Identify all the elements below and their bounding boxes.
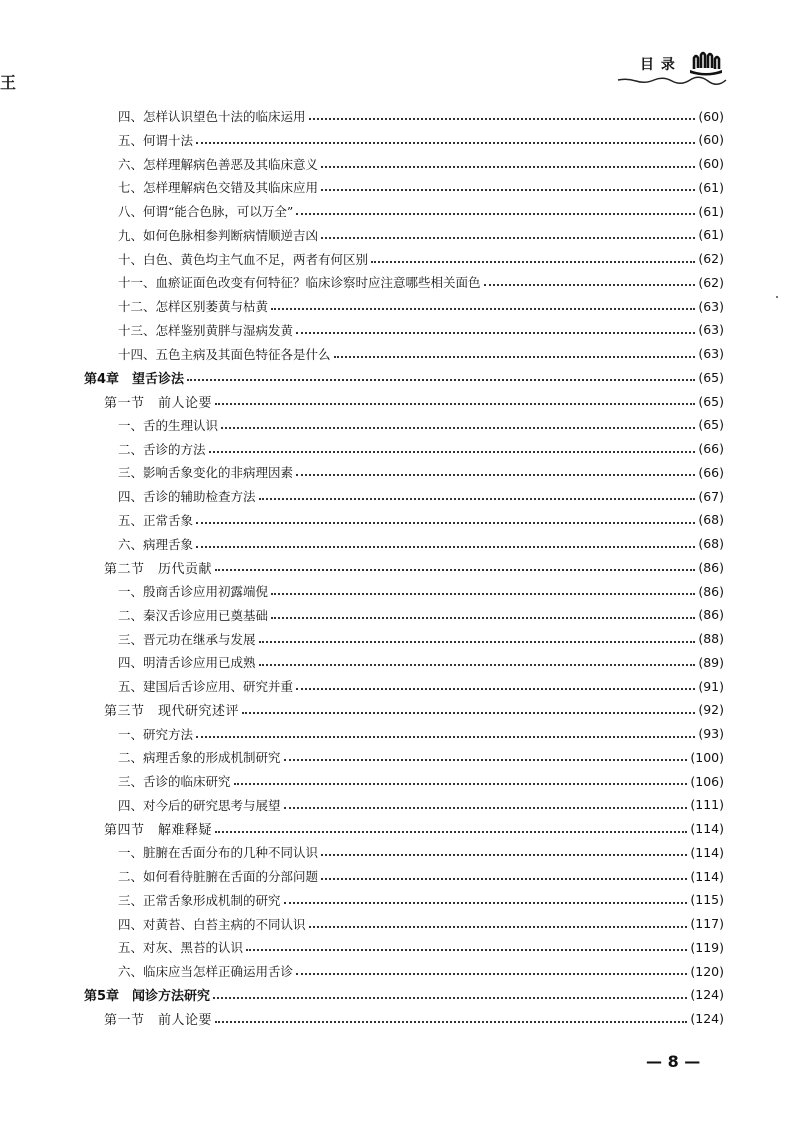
toc-entry-section[interactable]: [84, 389, 724, 413]
toc-entry-item[interactable]: [84, 223, 724, 247]
toc-entry-item[interactable]: [84, 579, 724, 603]
toc-entry-page: (60): [698, 108, 724, 124]
toc-entry-page: (114): [690, 868, 724, 884]
toc-entry-page: (63): [698, 322, 724, 338]
toc-entry-section[interactable]: [84, 1007, 724, 1031]
toc-entry-item[interactable]: [84, 532, 724, 556]
toc-entry-item[interactable]: [84, 793, 724, 817]
toc-entry-page: (100): [690, 749, 724, 765]
toc-entry-label: 二、秦汉舌诊应用已奠基础: [118, 607, 269, 623]
toc-entry-label: 第二节 历代贡献: [104, 561, 213, 577]
toc-entry-item[interactable]: [84, 650, 724, 674]
dot-leader: [271, 617, 695, 619]
toc-entry-section[interactable]: [84, 817, 724, 841]
toc-entry-page: (124): [690, 987, 724, 1003]
toc-entry-page: (61): [698, 227, 724, 243]
toc-entry-label: 四、对今后的研究思考与展望: [118, 797, 281, 813]
toc-entry-label: 三、影响舌象变化的非病理因素: [118, 465, 294, 481]
dot-leader: [321, 166, 695, 168]
toc-entry-item[interactable]: [84, 627, 724, 651]
dot-leader: [259, 498, 696, 500]
dot-leader: [296, 332, 695, 334]
toc-entry-item[interactable]: [84, 318, 724, 342]
toc-entry-item[interactable]: [84, 840, 724, 864]
dot-leader: [296, 973, 687, 975]
toc-entry-label: 六、病理舌象: [118, 536, 194, 552]
toc-entry-label: 八、何谓“能合色脉，可以万全”: [118, 204, 294, 219]
scan-speck: [776, 296, 778, 298]
toc-entry-page: (89): [698, 654, 724, 670]
dot-leader: [234, 783, 688, 785]
toc-entry-label: 二、病理舌象的形成机制研究: [118, 750, 281, 766]
page-header-title: 目 录: [640, 57, 676, 73]
toc-entry-item[interactable]: [84, 247, 724, 271]
toc-entry-label: 一、研究方法: [118, 726, 194, 742]
toc-entry-item[interactable]: [84, 603, 724, 627]
header-rule: [618, 78, 726, 83]
toc-entry-item[interactable]: [84, 152, 724, 176]
toc-entry-page: (65): [698, 393, 724, 409]
toc-entry-label: 三、正常舌象形成机制的研究: [118, 892, 281, 908]
toc-entry-item[interactable]: [84, 270, 724, 294]
dot-leader: [371, 261, 695, 263]
toc-entry-label: 九、如何色脉相参判断病情顺逆吉凶: [118, 227, 319, 243]
toc-entry-item[interactable]: [84, 342, 724, 366]
toc-entry-label: 四、对黄苔、白苔主病的不同认识: [118, 916, 306, 932]
toc-entry-page: (111): [690, 797, 724, 813]
toc-entry-label: 五、对灰、黑苔的认识: [118, 940, 244, 956]
dot-leader: [321, 878, 687, 880]
dot-leader: [296, 688, 695, 690]
toc-entry-page: (63): [698, 346, 724, 361]
toc-entry-page: (93): [698, 726, 724, 741]
toc-entry-item[interactable]: [84, 128, 724, 152]
toc-entry-label: 十一、血瘀证面色改变有何特征？临床诊察时应注意哪些相关面色: [118, 275, 481, 291]
dot-leader: [215, 403, 695, 405]
toc-entry-label: 第一节 前人论要: [104, 395, 213, 411]
toc-entry-page: (61): [698, 179, 724, 195]
toc-entry-page: (60): [698, 156, 724, 171]
toc-entry-page: (86): [698, 607, 724, 623]
toc-entry-item[interactable]: [84, 460, 724, 484]
toc-entry-page: (120): [690, 963, 724, 979]
toc-entry-page: (106): [690, 773, 724, 789]
toc-entry-page: (88): [698, 631, 724, 646]
dot-leader: [284, 807, 688, 809]
toc-entry-label: 六、怎样理解病色善恶及其临床意义: [118, 156, 319, 172]
dot-leader: [215, 1021, 687, 1023]
dot-leader: [259, 664, 696, 666]
dot-leader: [213, 997, 687, 999]
toc-entry-chapter[interactable]: [84, 983, 724, 1007]
toc-entry-item[interactable]: [84, 484, 724, 508]
toc-entry-label: 二、如何看待脏腑在舌面的分部问题: [118, 869, 319, 884]
toc-entry-label: 七、怎样理解病色交错及其临床应用: [118, 180, 319, 196]
toc-entry-label: 二、舌诊的方法: [118, 441, 206, 457]
toc-entry-page: (92): [698, 702, 724, 718]
toc-entry-item[interactable]: [84, 864, 724, 888]
toc-entry-page: (114): [690, 821, 724, 836]
toc-entry-item[interactable]: [84, 722, 724, 746]
toc-entry-page: (115): [690, 892, 724, 908]
toc-entry-item[interactable]: [84, 745, 724, 769]
toc-entry-label: 五、建国后舌诊应用、研究并重: [118, 679, 294, 694]
toc-entry-page: (66): [698, 441, 724, 456]
toc-entry-label: 第三节 现代研究述评: [104, 704, 240, 720]
dot-leader: [334, 356, 696, 358]
dot-leader: [296, 213, 695, 215]
toc-entry-page: (65): [698, 369, 724, 385]
toc-entry-label: 一、殷商舌诊应用初露端倪: [118, 584, 269, 599]
toc-entry-page: (65): [698, 417, 724, 433]
toc-entry-item[interactable]: [84, 674, 724, 698]
toc-entry-page: (62): [698, 274, 724, 290]
toc-entry-label: 十、白色、黄色均主气血不足，两者有何区别: [118, 251, 369, 267]
dot-leader: [221, 427, 695, 429]
toc-entry-section[interactable]: [84, 555, 724, 579]
dot-leader: [321, 237, 695, 239]
toc-entry-page: (63): [698, 298, 724, 314]
toc-entry-item[interactable]: [84, 769, 724, 793]
dot-leader: [246, 949, 687, 951]
toc-entry-label: 第四节 解难释疑: [104, 823, 213, 838]
dot-leader: [321, 189, 695, 191]
dot-leader: [215, 831, 687, 833]
toc-entry-page: (68): [698, 536, 724, 551]
dot-leader: [196, 142, 695, 144]
toc-entry-page: (124): [690, 1011, 724, 1026]
toc-entry-item[interactable]: [84, 437, 724, 461]
toc-entry-page: (86): [698, 559, 724, 575]
toc-entry-label: 十二、怎样区别萎黄与枯黄: [118, 299, 269, 314]
toc-entry-label: 第4章 望舌诊法: [84, 371, 185, 387]
toc-entry-item[interactable]: [84, 294, 724, 318]
toc-entry-label: 五、何谓十法: [118, 132, 194, 148]
page-number: — 8 —: [646, 1052, 701, 1071]
dot-leader: [271, 308, 695, 310]
toc-entry-item[interactable]: [84, 959, 724, 983]
toc-entry-label: 十三、怎样鉴别黄胖与湿病发黄: [118, 322, 294, 338]
toc-entry-label: 四、舌诊的辅助检查方法: [118, 489, 256, 504]
toc-entry-page: (61): [698, 203, 724, 219]
toc-entry-label: 四、怎样认识望色十法的临床运用: [118, 109, 306, 124]
dot-leader: [284, 759, 688, 761]
toc-entry-label: 一、舌的生理认识: [118, 417, 219, 433]
dot-leader: [196, 522, 695, 524]
toc-entry-item[interactable]: [84, 413, 724, 437]
dot-leader: [284, 902, 688, 904]
toc-entry-label: 四、明清舌诊应用已成熟: [118, 655, 256, 671]
toc-entry-page: (60): [698, 132, 724, 148]
toc-entry-page: (68): [698, 512, 724, 528]
toc-entry-label: 十四、五色主病及其面色特征各是什么: [118, 346, 331, 362]
book-stamp-icon: [686, 50, 726, 76]
toc-entry-item[interactable]: [84, 175, 724, 199]
toc-entry-page: (114): [690, 844, 724, 860]
toc-entry-page: (119): [690, 939, 724, 955]
dot-leader: [321, 854, 687, 856]
toc-entry-page: (66): [698, 464, 724, 480]
dot-leader: [209, 451, 696, 453]
dot-leader: [309, 926, 688, 928]
toc-entry-label: 三、舌诊的临床研究: [118, 774, 231, 789]
toc-entry-item[interactable]: [84, 935, 724, 959]
toc-entry-item[interactable]: [84, 912, 724, 936]
toc-entry-page: (67): [698, 488, 724, 504]
toc-entry-page: (91): [698, 678, 724, 694]
toc-entry-item[interactable]: [84, 104, 724, 128]
toc-entry-page: (62): [698, 251, 724, 266]
dot-leader: [196, 546, 695, 548]
toc-entry-label: 五、正常舌象: [118, 512, 194, 528]
dot-leader: [215, 569, 695, 571]
dot-leader: [296, 474, 695, 476]
toc-entry-label: 三、晋元功在继承与发展: [118, 631, 256, 647]
toc-entry-item[interactable]: [84, 888, 724, 912]
toc-entry-page: (86): [698, 583, 724, 599]
toc-entry-label: 一、脏腑在舌面分布的几种不同认识: [118, 845, 319, 861]
dot-leader: [309, 118, 696, 120]
toc-entry-item[interactable]: [84, 508, 724, 532]
toc-entry-label: 六、临床应当怎样正确运用舌诊: [118, 964, 294, 979]
dot-leader: [271, 593, 695, 595]
margin-mark: 王: [0, 73, 17, 92]
toc-entry-item[interactable]: [84, 199, 724, 223]
dot-leader: [187, 379, 695, 381]
dot-leader: [484, 284, 696, 286]
dot-leader: [259, 641, 696, 643]
toc-entry-chapter[interactable]: [84, 365, 724, 389]
toc-entry-label: 第一节 前人论要: [104, 1013, 213, 1028]
toc-entry-label: 第5章 闻诊方法研究: [84, 989, 211, 1005]
toc-entry-section[interactable]: [84, 698, 724, 722]
dot-leader: [196, 736, 695, 738]
dot-leader: [242, 712, 695, 714]
toc-entry-page: (117): [690, 916, 724, 931]
